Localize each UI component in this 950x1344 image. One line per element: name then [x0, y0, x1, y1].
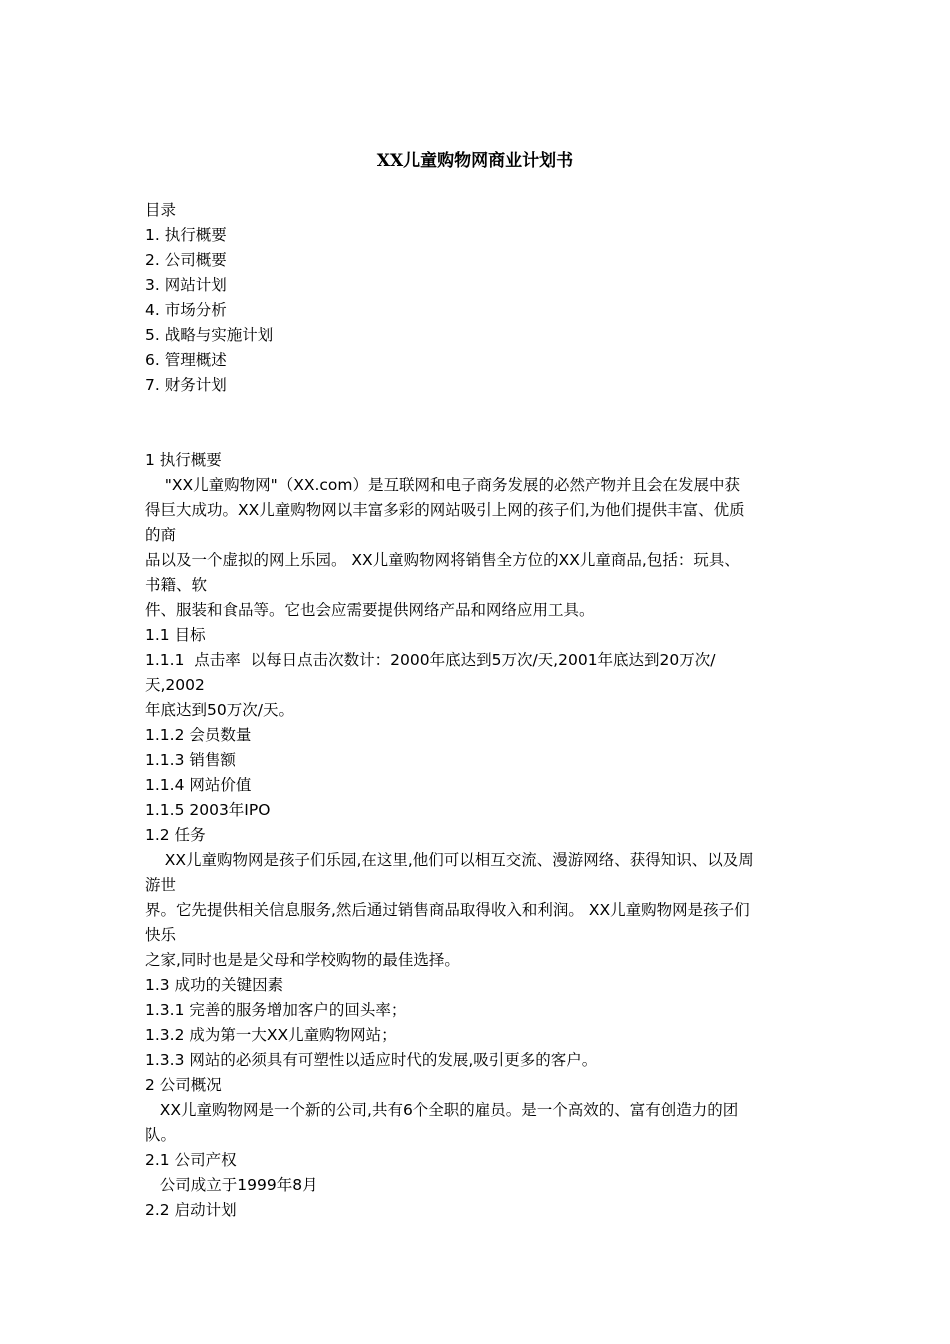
- section-heading: 1.1 目标: [145, 626, 206, 644]
- paragraph-line: 年底达到50万次/天。: [145, 701, 294, 719]
- toc-item: 6. 管理概述: [145, 351, 227, 369]
- section-heading: 2 公司概况: [145, 1076, 222, 1094]
- paragraph-line: 品以及一个虚拟的网上乐园。 XX儿童购物网将销售全方位的XX儿童商品,包括：玩具、: [145, 551, 740, 569]
- section-heading: 2.1 公司产权: [145, 1151, 237, 1169]
- section-heading: 2.2 启动计划: [145, 1201, 237, 1219]
- toc-list: [145, 223, 815, 398]
- paragraph-line: 界。它先提供相关信息服务,然后通过销售商品取得收入和利润。 XX儿童购物网是孩子们: [145, 901, 750, 919]
- section-heading: 1.1.4 网站价值: [145, 776, 252, 794]
- paragraph-line: XX儿童购物网是一个新的公司,共有6个全职的雇员。是一个高效的、富有创造力的团: [145, 1101, 739, 1119]
- paragraph-line: 得巨大成功。XX儿童购物网以丰富多彩的网站吸引上网的孩子们,为他们提供丰富、优质: [145, 501, 745, 519]
- document-content: [145, 448, 815, 1223]
- document-body: [145, 198, 815, 1223]
- paragraph-line: 天,2002: [145, 676, 205, 694]
- toc-heading: 目录: [145, 201, 177, 219]
- document-title: XX儿童购物网商业计划书: [376, 151, 574, 171]
- paragraph-line: 公司成立于1999年8月: [145, 1176, 318, 1194]
- paragraph-line: 队。: [145, 1126, 177, 1144]
- paragraph-line: 之家,同时也是是父母和学校购物的最佳选择。: [145, 951, 460, 969]
- section-spacer: [145, 398, 815, 448]
- toc-item: 2. 公司概要: [145, 251, 227, 269]
- section-heading: 1.3.1 完善的服务增加客户的回头率；: [145, 1001, 407, 1019]
- toc-item: 5. 战略与实施计划: [145, 326, 274, 344]
- toc-item: 7. 财务计划: [145, 376, 227, 394]
- section-heading: 1.3.3 网站的必须具有可塑性以适应时代的发展,吸引更多的客户。: [145, 1051, 598, 1069]
- section-heading: 1.2 任务: [145, 826, 206, 844]
- paragraph-line: 游世: [145, 876, 177, 894]
- paragraph-line: 书籍、软: [145, 576, 208, 594]
- paragraph-line: 快乐: [145, 926, 177, 944]
- toc-item: 1. 执行概要: [145, 226, 227, 244]
- section-heading: 1 执行概要: [145, 451, 222, 469]
- section-heading: 1.1.5 2003年IPO: [145, 801, 271, 819]
- paragraph-line: XX儿童购物网是孩子们乐园,在这里,他们可以相互交流、漫游网络、获得知识、以及周: [145, 851, 754, 869]
- section-heading: 1.3 成功的关键因素: [145, 976, 284, 994]
- toc-item: 4. 市场分析: [145, 301, 227, 319]
- toc-item: 3. 网站计划: [145, 276, 227, 294]
- paragraph-line: "XX儿童购物网"（XX.com）是互联网和电子商务发展的必然产物并且会在发展中获: [145, 476, 740, 494]
- paragraph-line: 件、服装和食品等。它也会应需要提供网络产品和网络应用工具。: [145, 601, 595, 619]
- section-heading: 1.1.3 销售额: [145, 751, 236, 769]
- paragraph-line: 的商: [145, 526, 177, 544]
- section-heading: 1.3.2 成为第一大XX儿童购物网站；: [145, 1026, 397, 1044]
- paragraph-line: 1.1.1 点击率 以每日点击次数计：2000年底达到5万次/天,2001年底达到20万次/: [145, 651, 716, 669]
- section-heading: 1.1.2 会员数量: [145, 726, 252, 744]
